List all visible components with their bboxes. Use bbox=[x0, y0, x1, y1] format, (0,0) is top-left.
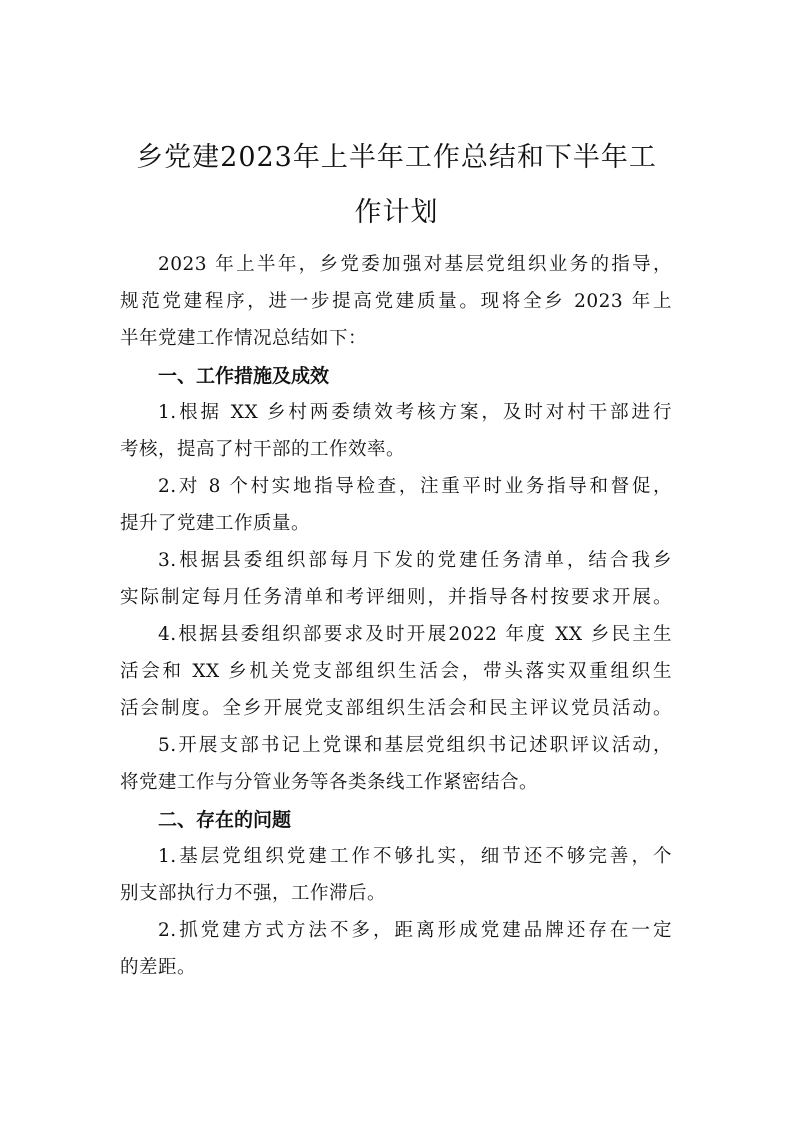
list-item-line: 别支部执行力不强，工作滞后。 bbox=[120, 883, 387, 904]
intro-line: 半年党建工作情况总结如下： bbox=[120, 328, 368, 349]
list-item-line: 2.抓党建方式方法不多，距离形成党建品牌还存在一定 bbox=[158, 920, 672, 941]
document-title-line-1: 乡党建2023年上半年工作总结和下半年工 bbox=[136, 142, 657, 173]
list-item-line: 的差距。 bbox=[120, 957, 197, 978]
list-item-line: 1.基层党组织党建工作不够扎实，细节还不够完善，个 bbox=[158, 846, 672, 867]
list-item-line: 考核，提高了村干部的工作效率。 bbox=[120, 439, 406, 460]
list-item-line: 5.开展支部书记上党课和基层党组织书记述职评议活动， bbox=[158, 735, 672, 756]
list-item-line: 3.根据县委组织部每月下发的党建任务清单，结合我乡 bbox=[158, 550, 672, 571]
intro-line: 2023 年上半年，乡党委加强对基层党组织业务的指导， bbox=[158, 254, 672, 275]
section-heading-problems: 二、存在的问题 bbox=[158, 809, 292, 831]
list-item-line: 1.根据 XX 乡村两委绩效考核方案，及时对村干部进行 bbox=[158, 402, 672, 423]
list-item-line: 活会和 XX 乡机关党支部组织生活会，带头落实双重组织生 bbox=[120, 661, 672, 682]
list-item-line: 提升了党建工作质量。 bbox=[120, 513, 311, 534]
list-item-line: 2.对 8 个村实地指导检查，注重平时业务指导和督促， bbox=[158, 476, 672, 497]
list-item-line: 实际制定每月任务清单和考评细则，并指导各村按要求开展。 bbox=[120, 587, 672, 608]
list-item-line: 活会制度。全乡开展党支部组织生活会和民主评议党员活动。 bbox=[120, 698, 672, 719]
list-item-line: 将党建工作与分管业务等各类条线工作紧密结合。 bbox=[120, 772, 539, 793]
document-title-line-2: 作计划 bbox=[354, 197, 439, 228]
section-heading-measures: 一、工作措施及成效 bbox=[158, 365, 330, 387]
list-item-line: 4.根据县委组织部要求及时开展2022 年度 XX 乡民主生 bbox=[158, 624, 672, 645]
intro-line: 规范党建程序，进一步提高党建质量。现将全乡 2023 年上 bbox=[120, 291, 672, 312]
